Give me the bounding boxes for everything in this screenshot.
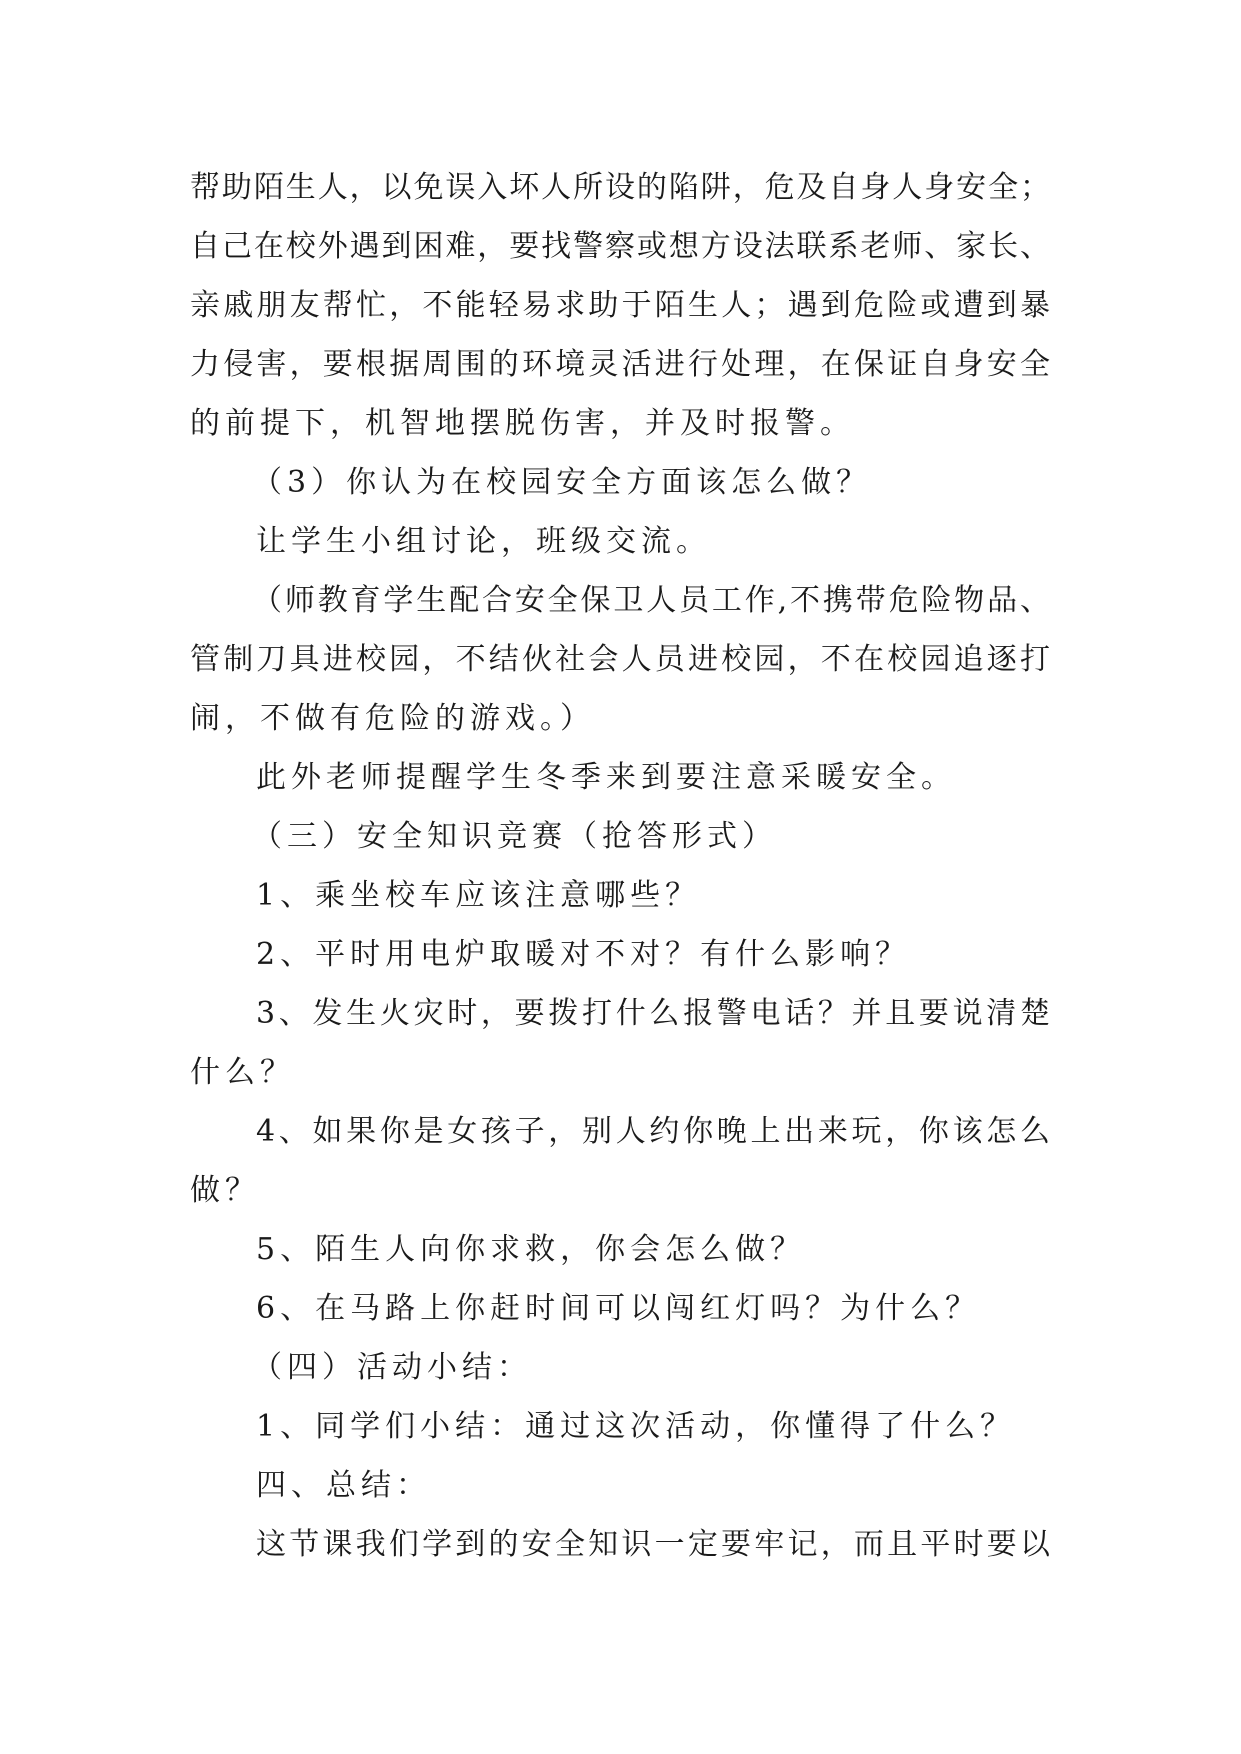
quiz-item: 1、乘坐校车应该注意哪些？ bbox=[256, 878, 701, 913]
section-heading: 四、总结： bbox=[256, 1468, 431, 1503]
question-heading: （3）你认为在校园安全方面该怎么做？ bbox=[252, 465, 872, 500]
text-line: 让学生小组讨论，班级交流。 bbox=[256, 524, 711, 559]
text-line: 力侵害，要根据周围的环境灵活进行处理，在保证自身安全 bbox=[190, 347, 1050, 382]
quiz-item: 3、发生火灾时，要拨打什么报警电话？并且要说清楚 bbox=[256, 996, 1050, 1031]
text-line: 的前提下，机智地摆脱伤害，并及时报警。 bbox=[190, 406, 855, 441]
section-heading: （三）安全知识竞赛（抢答形式） bbox=[252, 819, 777, 854]
quiz-item: 2、平时用电炉取暖对不对？有什么影响？ bbox=[256, 937, 911, 972]
text-line: 亲戚朋友帮忙，不能轻易求助于陌生人；遇到危险或遭到暴 bbox=[190, 288, 1050, 323]
text-line: 自己在校外遇到困难，要找警察或想方设法联系老师、家长、 bbox=[190, 229, 1050, 264]
text-line: 帮助陌生人，以免误入坏人所设的陷阱，危及自身人身安全； bbox=[190, 170, 1050, 205]
document-body bbox=[190, 158, 1050, 1574]
text-line: 此外老师提醒学生冬季来到要注意采暖安全。 bbox=[256, 760, 956, 795]
text-line: 这节课我们学到的安全知识一定要牢记，而且平时要以 bbox=[256, 1527, 1050, 1562]
text-line: 1、同学们小结：通过这次活动，你懂得了什么？ bbox=[256, 1409, 1016, 1444]
quiz-item: 5、陌生人向你求救，你会怎么做？ bbox=[256, 1232, 806, 1267]
quiz-item: 6、在马路上你赶时间可以闯红灯吗？为什么？ bbox=[256, 1291, 981, 1326]
text-line: （师教育学生配合安全保卫人员工作,不携带危险物品、 bbox=[252, 583, 1050, 618]
text-line: 管制刀具进校园，不结伙社会人员进校园，不在校园追逐打 bbox=[190, 642, 1050, 677]
text-line: 闹，不做有危险的游戏。） bbox=[190, 701, 595, 736]
quiz-item-continued: 做？ bbox=[190, 1173, 260, 1208]
quiz-item-continued: 什么？ bbox=[190, 1055, 295, 1090]
section-heading: （四）活动小结： bbox=[252, 1350, 532, 1385]
quiz-item: 4、如果你是女孩子，别人约你晚上出来玩，你该怎么 bbox=[256, 1114, 1050, 1149]
